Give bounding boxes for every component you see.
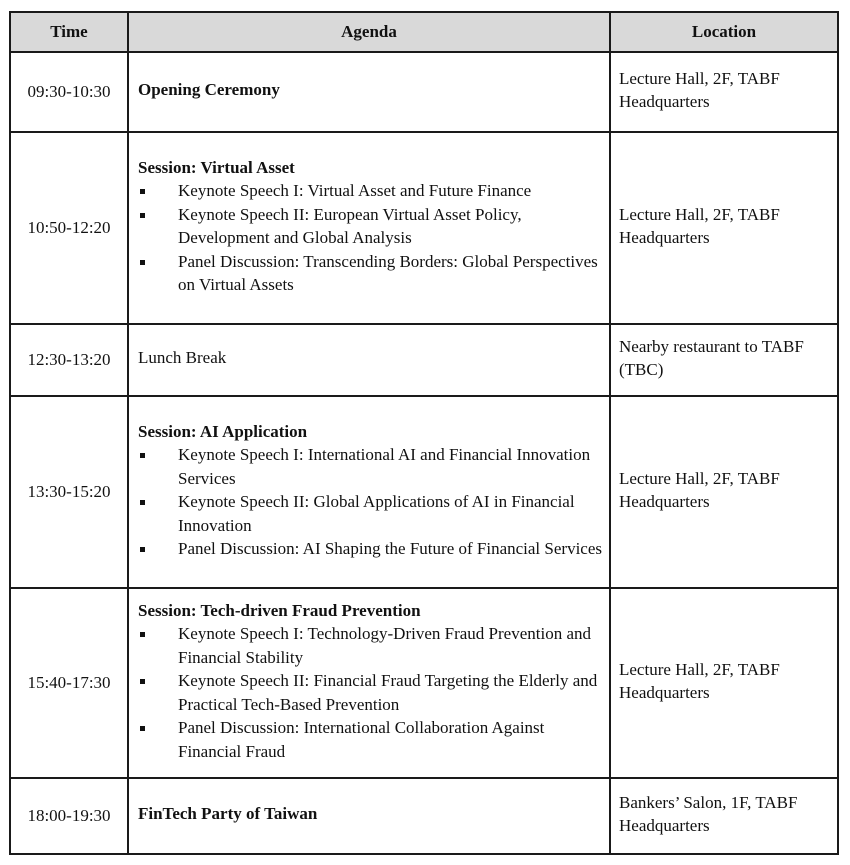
square-bullet-icon	[140, 679, 145, 684]
square-bullet-icon	[140, 213, 145, 218]
session-title: Session: Virtual Asset	[138, 157, 295, 177]
square-bullet-icon	[140, 453, 145, 458]
agenda-table	[9, 11, 839, 855]
header-time: Time	[10, 12, 128, 52]
table-row	[10, 778, 838, 854]
session-title: Session: Tech-driven Fraud Prevention	[138, 600, 421, 620]
table-row	[10, 588, 838, 778]
square-bullet-icon	[140, 547, 145, 552]
row-time: 12:30-13:20	[10, 324, 128, 396]
agenda-title: Opening Ceremony	[138, 80, 280, 100]
row-time: 10:50-12:20	[10, 132, 128, 324]
row-location	[610, 588, 838, 778]
list-item	[138, 179, 603, 203]
table-row	[10, 52, 838, 132]
row-agenda	[128, 52, 610, 132]
location-text: Lecture Hall, 2F, TABF Headquarters	[619, 204, 780, 247]
row-agenda	[128, 132, 610, 324]
header-agenda: Agenda	[128, 12, 610, 52]
location-text: Nearby restaurant to TABF (TBC)	[619, 336, 804, 379]
location-text: Lecture Hall, 2F, TABF Headquarters	[619, 468, 780, 511]
row-location	[610, 396, 838, 588]
session-items	[138, 443, 603, 561]
row-time: 09:30-10:30	[10, 52, 128, 132]
square-bullet-icon	[140, 260, 145, 265]
item-text: Keynote Speech I: Virtual Asset and Future Finance	[178, 181, 532, 200]
session-items	[138, 179, 603, 297]
table-row	[10, 324, 838, 396]
list-item	[138, 250, 603, 297]
row-location	[610, 778, 838, 854]
row-time: 18:00-19:30	[10, 778, 128, 854]
list-item	[138, 203, 603, 250]
list-item	[138, 443, 603, 490]
item-text: Panel Discussion: AI Shaping the Future of Financial Services	[178, 539, 602, 558]
row-agenda	[128, 588, 610, 778]
location-text: Lecture Hall, 2F, TABF Headquarters	[619, 68, 780, 111]
list-item	[138, 490, 603, 537]
location-text: Bankers’ Salon, 1F, TABF Headquarters	[619, 792, 798, 835]
table-row	[10, 132, 838, 324]
row-time: 13:30-15:20	[10, 396, 128, 588]
row-agenda	[128, 324, 610, 396]
agenda-title: Lunch Break	[138, 348, 227, 368]
row-agenda	[128, 778, 610, 854]
item-text: Keynote Speech II: Financial Fraud Targeting the Elderly and Practical Tech-Based Prevention	[178, 671, 598, 714]
square-bullet-icon	[140, 632, 145, 637]
square-bullet-icon	[140, 726, 145, 731]
list-item	[138, 537, 603, 561]
list-item	[138, 716, 603, 763]
row-agenda	[128, 396, 610, 588]
agenda-title: FinTech Party of Taiwan	[138, 804, 318, 824]
row-location	[610, 52, 838, 132]
item-text: Keynote Speech II: European Virtual Asset Policy, Development and Global Analysis	[178, 204, 522, 247]
row-location	[610, 324, 838, 396]
square-bullet-icon	[140, 189, 145, 194]
item-text: Keynote Speech I: International AI and Financial Innovation Services	[178, 445, 591, 488]
session-title: Session: AI Application	[138, 421, 308, 441]
table-row	[10, 396, 838, 588]
row-location	[610, 132, 838, 324]
list-item	[138, 622, 603, 669]
item-text: Panel Discussion: International Collaboration Against Financial Fraud	[178, 718, 545, 761]
item-text: Panel Discussion: Transcending Borders: Global Perspectives on Virtual Assets	[178, 251, 598, 294]
list-item	[138, 669, 603, 716]
session-items	[138, 622, 603, 763]
header-row	[10, 12, 838, 52]
item-text: Keynote Speech II: Global Applications of AI in Financial Innovation	[178, 492, 575, 535]
header-location: Location	[610, 12, 838, 52]
location-text: Lecture Hall, 2F, TABF Headquarters	[619, 659, 780, 702]
item-text: Keynote Speech I: Technology-Driven Fraud Prevention and Financial Stability	[178, 624, 591, 667]
row-time: 15:40-17:30	[10, 588, 128, 778]
square-bullet-icon	[140, 500, 145, 505]
